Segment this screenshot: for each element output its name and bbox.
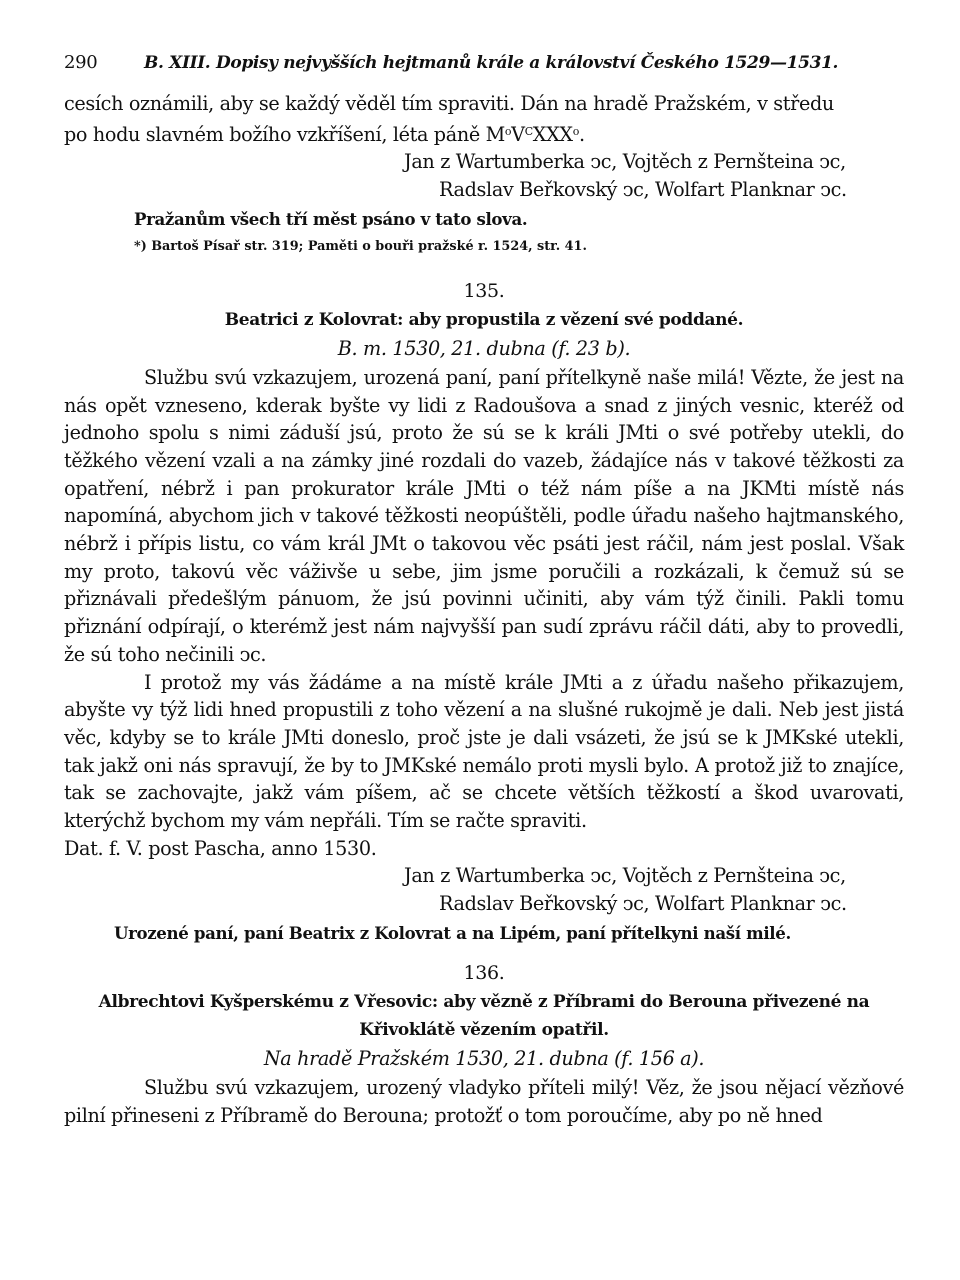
running-title: B. XIII. Dopisy nejvyšších hejtmanů krále a království Českého 1529—1531. [144,53,839,73]
document-135 [64,276,904,948]
document-dateline: Na hradě Pražském 1530, 21. dubna (f. 156 a). [263,1046,705,1070]
letter-paragraph: I protož my vás žádáme a na místě krále JMti a z úřadu našeho přikazujem, abyšte vy týž lidi hned propustili z toho vězení a na slušné rukojmě je dali. Neb jest jistá věc, kdyby se to krále JMti doneslo, proč jste je dali vsázeti, že jsú se k JMKské utekli, tak jakž oni nás spravují, že by to JMKské nemálo proti mysli bylo. A protož již to znajíce, tak se zachovajte, jakž vám píšem, ač se chcete větších těžkostí a škod uvarovati, kterýchž bychom my vám nepřáli. Tím se račte spraviti. [64,670,904,833]
paragraph-line: po hodu slavném božího vzkříšení, léta páně $M^oV^CXXX^o$. [64,122,585,146]
running-header [64,52,904,90]
signature-line: Radslav Beřkovský ↄc, Wolfart Planknar ↄc. [439,892,847,916]
footnote: *) Bartoš Písař str. 319; Paměti o bouři pražské r. 1524, str. 41. [134,238,587,254]
document-summary: Beatrici z Kolovrat: aby propustila z vězení své poddané. [224,309,744,330]
document-number: 136. [463,961,505,984]
letter-closing: Dat. f. V. post Pascha, anno 1530. [64,836,377,860]
document-dateline: B. m. 1530, 21. dubna (f. 23 b). [337,336,631,360]
document-summary: Albrechtovi Kyšperskému z Vřesovic: aby vězně z Příbrami do Berouna přivezené na Křivoklátě vězením opatřil. [98,991,870,1040]
page-number: 290 [64,52,98,73]
address-line: Urozené paní, paní Beatrix z Kolovrat a na Lipém, paní přítelkyni naší milé. [114,922,791,943]
continued-text [64,90,904,260]
address-line: Pražanům všech tří měst psáno v tato slova. [134,208,528,229]
paragraph-line: cesích oznámili, aby se každý věděl tím spraviti. Dán na hradě Pražském, v středu [64,92,834,115]
letter-paragraph: Službu svú vzkazujem, urozený vladyko příteli milý! Věz, že jsou nějací vězňové pilní přineseni z Příbramě do Berouna; protožť o tom poroučíme, aby po ně hned [64,1075,904,1127]
signature-line: Jan z Wartumberka ↄc, Vojtěch z Pernšteina ↄc, [404,150,846,174]
document-136 [64,958,904,1129]
letter-paragraph: Službu svú vzkazujem, urozená paní, paní přítelkyně naše milá! Vězte, že jest na nás opět vzneseno, kderak byšte vy lidi z Radoušova a snad z jiných vesnic, kteréž od jednoho spolu s nimi záduší jsú, proto že sú se k králi JMti o své potřeby utekli, do těžkého vězení vzali a na zámky jiné rozdali do vazeb, žádajíce nás v takové těžkosti za opatření, nébrž i pan prokurator krále JMti o též nám píše a na JKMti místě nás napomíná, abychom jich v takové těžkosti neopúštěli, podle úřadu našeho hajtmanského, nébrž i přípis listu, co vám král JMt o takovou věc psáti jest ráčil, nám jest poslal. Však my proto, takovú věc váživše u sebe, jim jsme poručili a rozkázali, k čemuž sú se přiznávali předešlým pánuom, že jsú povinni učiniti, aby vám týž činili. Pakli tomu přiznání odpírají, o kterémž jest nám najvyšší pan sudí zprávu ráčil dáti, aby to provedli, že sú toho nečinili ↄc. [64,365,904,666]
signature-line: Jan z Wartumberka ↄc, Vojtěch z Pernšteina ↄc, [404,864,846,888]
signature-line: Radslav Beřkovský ↄc, Wolfart Planknar ↄc. [439,178,847,202]
document-page [64,52,904,1129]
document-number: 135. [463,279,505,302]
